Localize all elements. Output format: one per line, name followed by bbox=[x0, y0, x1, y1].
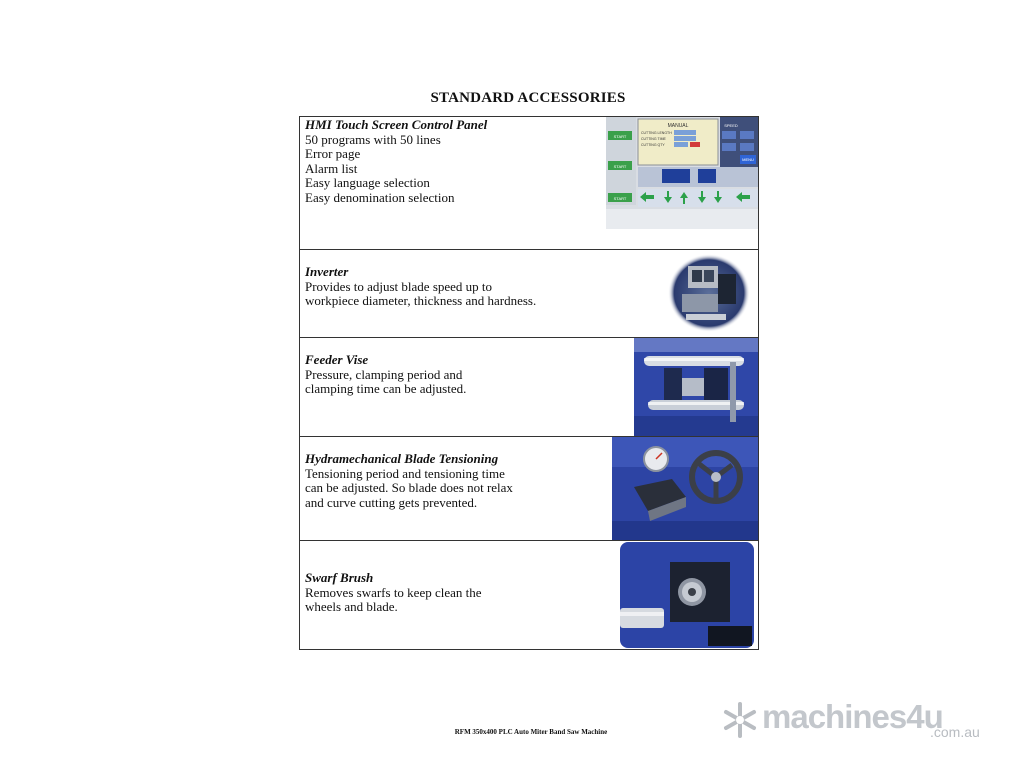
hmi-speed-label: SPEED bbox=[724, 123, 738, 128]
accessory-text bbox=[305, 265, 536, 309]
feeder-vise-image bbox=[634, 338, 758, 436]
accessory-text bbox=[305, 353, 466, 397]
accessory-line: can be adjusted. So blade does not relax bbox=[305, 480, 513, 496]
hmi-field: CUTTING QTY bbox=[641, 143, 665, 147]
accessory-text bbox=[305, 571, 482, 615]
accessory-row-inverter bbox=[300, 250, 758, 338]
accessory-line: Pressure, clamping period and bbox=[305, 366, 463, 382]
hmi-panel-image bbox=[606, 117, 758, 229]
accessory-row-blade-tensioning bbox=[300, 437, 758, 541]
logo-wordmark: machines4u bbox=[762, 698, 943, 735]
accessory-heading: HMI Touch Screen Control Panel bbox=[305, 117, 488, 132]
hmi-field: CUTTING LENGTH bbox=[641, 131, 672, 135]
accessory-heading: Hydramechanical Blade Tensioning bbox=[305, 451, 499, 466]
page-title: STANDARD ACCESSORIES bbox=[430, 90, 626, 106]
accessory-heading: Swarf Brush bbox=[305, 570, 374, 585]
accessory-text bbox=[305, 118, 487, 206]
accessory-row-swarf-brush bbox=[300, 541, 758, 649]
accessory-line: clamping time can be adjusted. bbox=[305, 381, 467, 397]
accessory-heading: Inverter bbox=[305, 264, 349, 279]
snowflake-icon bbox=[722, 700, 758, 740]
accessory-line: Removes swarfs to keep clean the bbox=[305, 584, 482, 600]
accessory-text bbox=[305, 452, 513, 510]
accessory-line: Tensioning period and tensioning time bbox=[305, 465, 505, 481]
start-button-label: START bbox=[613, 134, 627, 139]
accessory-row-hmi bbox=[300, 117, 758, 250]
machines4u-logo bbox=[722, 700, 992, 744]
hmi-field: CUTTING TIME bbox=[641, 137, 666, 141]
accessory-line: Provides to adjust blade speed up to bbox=[305, 278, 493, 294]
start-button-label: START bbox=[613, 196, 627, 201]
accessory-line: wheels and blade. bbox=[305, 599, 398, 615]
footer-caption: RFM 350x400 PLC Auto Miter Band Saw Machine bbox=[454, 728, 608, 736]
accessory-line: Easy denomination selection bbox=[305, 189, 455, 205]
accessory-line: Error page bbox=[305, 146, 361, 162]
blade-tensioning-image bbox=[612, 437, 758, 540]
swarf-brush-image bbox=[620, 542, 754, 648]
hmi-menu-label: MENU bbox=[742, 157, 754, 162]
accessory-row-feeder-vise bbox=[300, 338, 758, 437]
accessory-heading: Feeder Vise bbox=[305, 352, 369, 367]
accessory-line: 50 programs with 50 lines bbox=[305, 131, 441, 147]
accessory-line: Alarm list bbox=[305, 160, 358, 176]
accessory-line: and curve cutting gets prevented. bbox=[305, 494, 478, 510]
accessories-table bbox=[299, 116, 759, 650]
accessory-line: Easy language selection bbox=[305, 175, 430, 191]
logo-domain: .com.au bbox=[930, 724, 980, 740]
start-button-label: START bbox=[613, 164, 627, 169]
accessory-line: workpiece diameter, thickness and hardness. bbox=[305, 293, 537, 309]
hmi-panel-title: MANUAL bbox=[667, 123, 689, 129]
inverter-image bbox=[668, 254, 750, 332]
